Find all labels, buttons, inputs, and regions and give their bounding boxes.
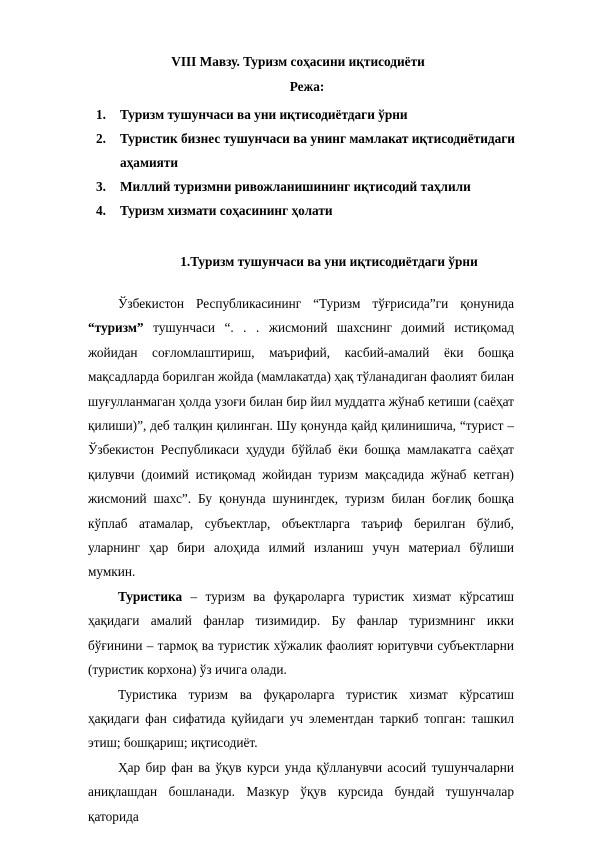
plan-item — [96, 199, 546, 223]
plan-item-text: Туризм тушунчаси ва уни иқтисодиётдаги ўрни — [120, 107, 408, 122]
plan-item-text: Туристик бизнес тушунчаси ва унинг мамлакат иқтисодиётидаги аҳамияти — [120, 131, 515, 170]
plan-item-text: Туризм хизмати соҳасининг ҳолати — [120, 203, 333, 218]
plan-item — [96, 175, 546, 199]
plan-list — [96, 103, 546, 223]
paragraph-text: – туризм ва фуқароларга туристик хизмат кўрсатиш ҳақидаги амалий фанлар тизимидир. Бу фанлар туризмнинг икки бўғинини – тармоқ ва туристик хўжалик фаолият юритувчи субъектларни (туристик корхона) ўз ичига олади. — [88, 588, 514, 678]
paragraph-text: Ҳар бир фан ва ўқув курси унда қўлланувчи асосий тушунчаларни аниқлашдан бошланади. Мазкур ўқув курсида бундай тушунчалар қаторида — [88, 759, 514, 824]
paragraph — [88, 585, 514, 683]
plan-item-number: 2. — [96, 131, 106, 146]
plan-heading: Режа: — [289, 79, 325, 94]
paragraph — [88, 292, 514, 585]
plan-item-number: 1. — [96, 107, 106, 122]
paragraph-text: тушунчаси “. . . жисмоний шахснинг доимий истиқомад жойидан соғломлаштириш, маърифий, касбий-амалий ёки бошқа мақсадларда борилган жойда (мамлакатда) ҳақ тўланадиган фаолият билан шуғулланмаган ҳолда узоғи билан бир йил муддатга жўнаб кетиши (саёҳат қилиши)”, деб талқин қилинган. Шу қонунда қайд қилинишича, “турист – Ўзбекистон Республикаси ҳудуди бўйлаб ёки бошқа мамлакатга саёҳат қилувчи (доимий истиқомад жойидан туризм мақсадида жўнаб кетган) жисмоний шахс”. Бу қонунда шунингдек, туризм билан боғлиқ бошқа кўплаб атамалар, субъектлар, объектларга таъриф берилган бўлиб, уларнинг ҳар бири алоҳида илмий изланиш учун материал бўлиши мумкин. — [88, 320, 514, 580]
bold-term: “туризм” — [88, 320, 144, 336]
paragraph — [88, 683, 514, 756]
plan-item — [96, 127, 546, 175]
paragraph — [88, 756, 514, 829]
plan-item-number: 3. — [96, 179, 106, 194]
bold-term: Туристика — [118, 588, 183, 604]
paragraph-text: Ўзбекистон Республикасининг “Туризм тўғрисида”ги қонунида — [118, 296, 514, 311]
plan-item-number: 4. — [96, 203, 106, 218]
body-text — [88, 292, 514, 829]
paragraph-text: Туристика туризм ва фуқароларга туристик хизмат кўрсатиш ҳақидаги фан сифатида қуйидаги уч элементдан таркиб топган: ташкил этиш; бошқариш; иқтисодиёт. — [88, 686, 514, 751]
plan-item — [96, 103, 546, 127]
section-heading: 1.Туризм тушунчаси ва уни иқтисодиётдаги ўрни — [180, 254, 478, 269]
document-title: VIII Мавзу. Туризм соҳасини иқтисодиёти — [171, 54, 425, 69]
plan-item-text: Миллий туризмни ривожланишининг иқтисодий таҳлили — [120, 179, 471, 194]
